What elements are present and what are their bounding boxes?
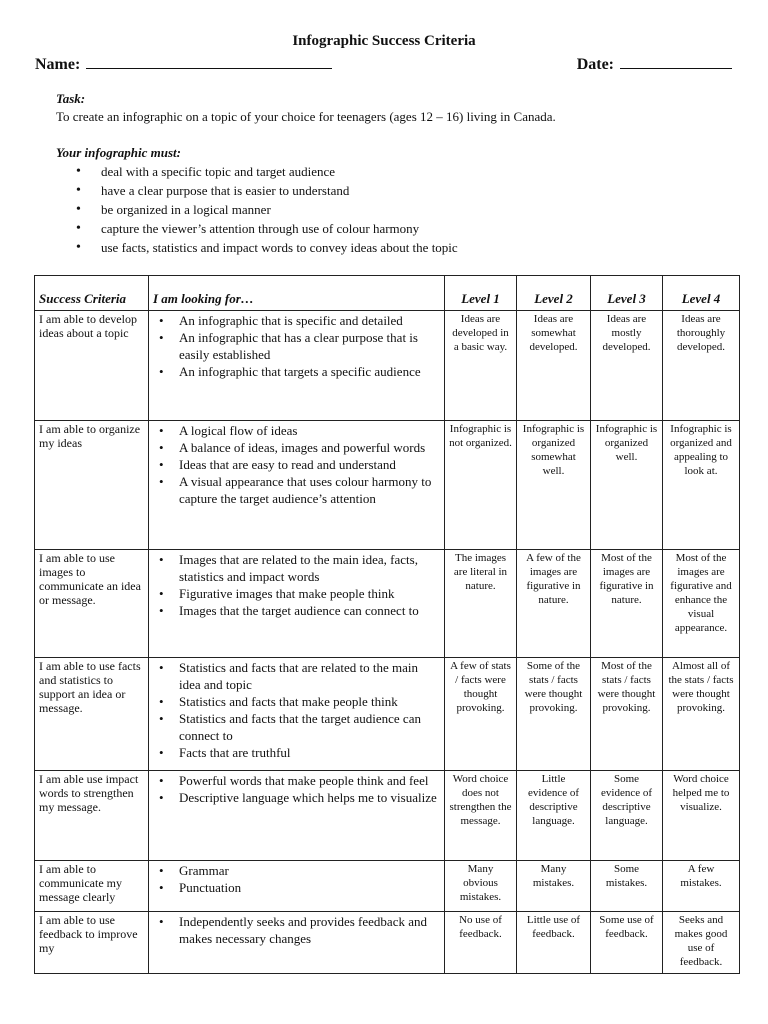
criteria-cell: I am able to communicate my message clearly <box>35 861 149 912</box>
level-3-cell: Infographic is organized well. <box>591 421 663 550</box>
looking-for-item: • Statistics and facts that make people think <box>153 693 440 710</box>
table-row <box>35 771 740 861</box>
looking-for-item: • Images that are related to the main idea, facts, statistics and impact words <box>153 551 440 585</box>
level-2-cell: Some of the stats / facts were thought provoking. <box>517 658 591 771</box>
level-1-cell: Word choice does not strengthen the message. <box>445 771 517 861</box>
looking-for-cell <box>149 912 445 974</box>
criteria-cell: I am able to organize my ideas <box>35 421 149 550</box>
level-1-cell: Infographic is not organized. <box>445 421 517 550</box>
looking-for-item: • Ideas that are easy to read and understand <box>153 456 440 473</box>
criteria-cell: I am able to use images to communicate an idea or message. <box>35 550 149 658</box>
table-row <box>35 421 740 550</box>
looking-for-cell <box>149 421 445 550</box>
level-2-cell: Many mistakes. <box>517 861 591 912</box>
table-row <box>35 658 740 771</box>
level-4-cell: Almost all of the stats / facts were thought provoking. <box>663 658 740 771</box>
looking-for-item: • Punctuation <box>153 879 440 896</box>
looking-for-item: • Facts that are truthful <box>153 744 440 761</box>
level-2-cell: A few of the images are figurative in nature. <box>517 550 591 658</box>
date-label: Date: <box>576 56 614 73</box>
requirement-item: • deal with a specific topic and target audience <box>56 163 458 182</box>
header-looking-for: I am looking for… <box>149 276 445 311</box>
looking-for-item: • Figurative images that make people think <box>153 585 440 602</box>
level-2-cell: Little use of feedback. <box>517 912 591 974</box>
level-1-cell: Ideas are developed in a basic way. <box>445 311 517 421</box>
level-4-cell: Ideas are thoroughly developed. <box>663 311 740 421</box>
looking-for-item: • A balance of ideas, images and powerful words <box>153 439 440 456</box>
level-4-cell: Infographic is organized and appealing to look at. <box>663 421 740 550</box>
header-level-1: Level 1 <box>445 276 517 311</box>
looking-for-cell <box>149 861 445 912</box>
table-header-row <box>35 276 740 311</box>
looking-for-item: • An infographic that targets a specific audience <box>153 363 440 380</box>
table-row <box>35 861 740 912</box>
level-4-cell: Most of the images are figurative and enhance the visual appearance. <box>663 550 740 658</box>
name-label: Name: <box>35 56 81 73</box>
level-1-cell: Many obvious mistakes. <box>445 861 517 912</box>
criteria-cell: I am able to use facts and statistics to support an idea or message. <box>35 658 149 771</box>
header-level-2: Level 2 <box>517 276 591 311</box>
looking-for-item: • Descriptive language which helps me to visualize <box>153 789 440 806</box>
date-field <box>577 54 732 74</box>
criteria-cell: I am able to develop ideas about a topic <box>35 311 149 421</box>
looking-for-cell <box>149 311 445 421</box>
looking-for-item: • An infographic that is specific and detailed <box>153 312 440 329</box>
level-4-cell: Word choice helped me to visualize. <box>663 771 740 861</box>
looking-for-item: • Statistics and facts that the target audience can connect to <box>153 710 440 744</box>
level-1-cell: A few of stats / facts were thought provoking. <box>445 658 517 771</box>
criteria-cell: I am able to use feedback to improve my <box>35 912 149 974</box>
looking-for-item: • Statistics and facts that are related to the main idea and topic <box>153 659 440 693</box>
looking-for-item: • An infographic that has a clear purpose that is easily established <box>153 329 440 363</box>
level-2-cell: Infographic is organized somewhat well. <box>517 421 591 550</box>
table-row <box>35 550 740 658</box>
looking-for-cell <box>149 550 445 658</box>
header-success-criteria: Success Criteria <box>35 276 149 311</box>
name-blank-line <box>86 54 332 69</box>
level-3-cell: Some use of feedback. <box>591 912 663 974</box>
date-blank-line <box>620 54 732 69</box>
level-3-cell: Ideas are mostly developed. <box>591 311 663 421</box>
requirements-list <box>56 163 458 258</box>
table-row <box>35 311 740 421</box>
name-field <box>35 54 332 74</box>
level-1-cell: No use of feedback. <box>445 912 517 974</box>
table-row <box>35 912 740 974</box>
task-heading: Task: <box>56 91 86 106</box>
requirement-item: • capture the viewer’s attention through use of colour harmony <box>56 220 458 239</box>
level-3-cell: Most of the stats / facts were thought provoking. <box>591 658 663 771</box>
level-4-cell: A few mistakes. <box>663 861 740 912</box>
looking-for-cell <box>149 658 445 771</box>
criteria-cell: I am able use impact words to strengthen my message. <box>35 771 149 861</box>
header-level-3: Level 3 <box>591 276 663 311</box>
level-3-cell: Some evidence of descriptive language. <box>591 771 663 861</box>
page-title: Infographic Success Criteria <box>292 33 476 49</box>
requirement-item: • be organized in a logical manner <box>56 201 458 220</box>
level-4-cell: Seeks and makes good use of feedback. <box>663 912 740 974</box>
looking-for-item: • Images that the target audience can connect to <box>153 602 440 619</box>
looking-for-cell <box>149 771 445 861</box>
requirement-item: • use facts, statistics and impact words to convey ideas about the topic <box>56 239 458 258</box>
level-3-cell: Some mistakes. <box>591 861 663 912</box>
looking-for-item: • Independently seeks and provides feedback and makes necessary changes <box>153 913 440 947</box>
looking-for-item: • A visual appearance that uses colour harmony to capture the target audience’s attention <box>153 473 440 507</box>
header-level-4: Level 4 <box>663 276 740 311</box>
looking-for-item: • A logical flow of ideas <box>153 422 440 439</box>
task-description: To create an infographic on a topic of your choice for teenagers (ages 12 – 16) living in Canada. <box>56 109 556 124</box>
looking-for-item: • Powerful words that make people think and feel <box>153 772 440 789</box>
requirements-heading: Your infographic must: <box>56 145 181 160</box>
level-2-cell: Ideas are somewhat developed. <box>517 311 591 421</box>
looking-for-item: • Grammar <box>153 862 440 879</box>
level-3-cell: Most of the images are figurative in nature. <box>591 550 663 658</box>
level-2-cell: Little evidence of descriptive language. <box>517 771 591 861</box>
rubric-table <box>34 275 740 974</box>
requirement-item: • have a clear purpose that is easier to understand <box>56 182 458 201</box>
level-1-cell: The images are literal in nature. <box>445 550 517 658</box>
